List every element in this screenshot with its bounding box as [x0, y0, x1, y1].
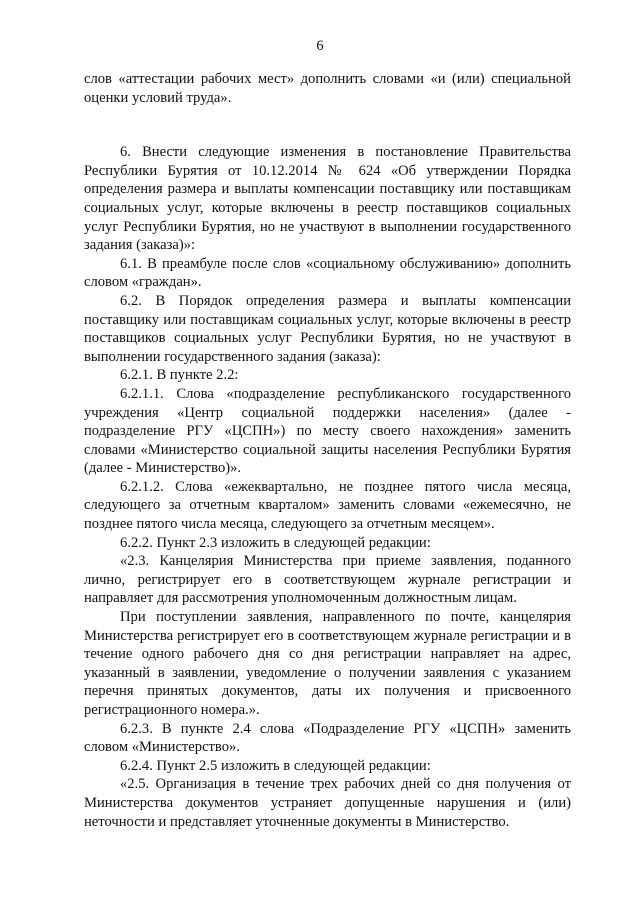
paragraph: 6.2.1.2. Слова «ежеквартально, не позднее пятого числа месяца, следующего за отчетным кварталом» заменить словами «ежемесячно, не позднее пятого числа месяца, следующего за отчетным месяцем». — [84, 478, 571, 533]
paragraph: При поступлении заявления, направленного по почте, канцелярия Министерства регистрирует его в соответствующем журнале регистрации и в течение одного рабочего дня со дня регистрации направляет на адрес, указанный в заявлении, уведомление о получении заявления с указанием перечня принятых документов, даты их получения и присвоенного регистрационного номера.». — [84, 609, 571, 718]
paragraph: «2.5. Организация в течение трех рабочих дней со дня получения от Министерства документов устраняет допущенные нарушения и (или) неточности и представляет уточненные документы в Министерство. — [84, 776, 571, 830]
paragraph: «2.3. Канцелярия Министерства при приеме заявления, поданного лично, регистрирует его в соответствующем журнале регистрации и направляет для рассмотрения уполномоченным должностным лицам. — [84, 553, 571, 607]
document-body — [84, 70, 571, 831]
paragraph: 6.2.3. В пункте 2.4 слова «Подразделение РГУ «ЦСПН» заменить словом «Министерство». — [84, 720, 571, 756]
paragraph: 6.2.2. Пункт 2.3 изложить в следующей редакции: — [120, 534, 431, 551]
paragraph: 6. Внести следующие изменения в постановление Правительства Республики Бурятия от 10.12.2014 № 624 «Об утверждении Порядка определения размера и выплаты компенсации поставщику или поставщикам социальных услуг, которые включены в реестр поставщиков социальных услуг Республики Бурятия, но не участвуют в выполнении государственного задания (заказа)»: — [84, 144, 571, 254]
paragraph: слов «аттестации рабочих мест» дополнить словами «и (или) специальной оценки условий труда». — [84, 71, 571, 106]
paragraph: 6.1. В преамбуле после слов «социальному обслуживанию» дополнить словом «граждан». — [84, 255, 571, 291]
paragraph: 6.2.1. В пункте 2.2: — [120, 367, 239, 384]
paragraph: 6.2.1.1. Слова «подразделение республиканского государственного учреждения «Центр социальной поддержки населения» (далее - подразделение РГУ «ЦСПН») по месту своего нахождения» заменить словами «Министерство социальной защиты населения Республики Бурятия (далее - Министерство)». — [84, 385, 571, 477]
paragraph: 6.2. В Порядок определения размера и выплаты компенсации поставщику или поставщикам социальных услуг, которые включены в реестр поставщиков социальных услуг Республики Бурятия, но не участвуют в выполнении государственного задания (заказа): — [84, 292, 571, 365]
page-number: 6 — [316, 38, 324, 54]
paragraph: 6.2.4. Пункт 2.5 изложить в следующей редакции: — [120, 757, 431, 774]
